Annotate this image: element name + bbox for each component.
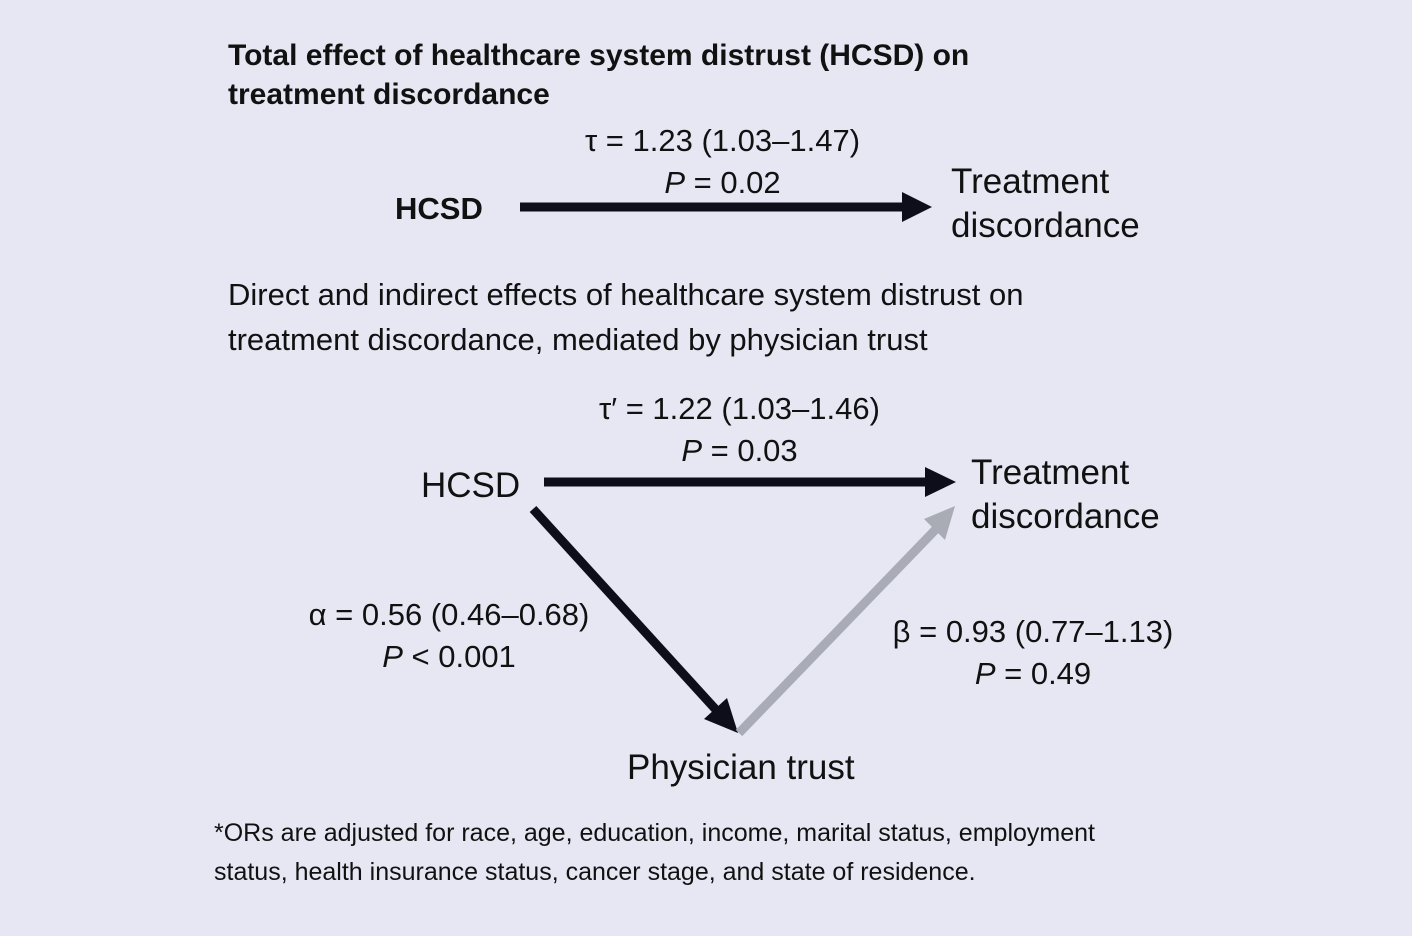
footnote-line2: status, health insurance status, cancer stage, and state of residence. [214,858,976,886]
footnote [214,814,1095,892]
alpha-path-label [285,594,613,678]
mediation-title [228,272,1023,362]
total-effect-title-line1: Total effect of healthcare system distrust (HCSD) on [228,39,970,72]
mediation-title-line1: Direct and indirect effects of healthcare system distrust on [228,277,1024,312]
total-target-node-treatment-discordance: Treatment discordance [951,162,1140,245]
total-effect-coefficient: τ = 1.23 (1.03–1.47) [584,123,861,158]
mediation-source-node-hcsd: HCSD [421,466,521,505]
mediation-title-line2: treatment discordance, mediated by physician trust [228,322,928,357]
direct-effect-arrowhead [925,467,956,497]
alpha-path-coefficient: α = 0.56 (0.46–0.68) [308,597,590,632]
direct-effect-label [572,388,907,472]
mediator-node-physician-trust: Physician trust [627,748,855,787]
total-effect-arrowhead [902,192,932,222]
direct-effect-coefficient: τ′ = 1.22 (1.03–1.46) [599,391,880,426]
beta-path-p-value: P = 0.49 [974,656,1092,691]
alpha-path-p-value: P < 0.001 [382,639,516,674]
beta-path-label [868,611,1198,695]
footnote-line1: *ORs are adjusted for race, age, education, income, marital status, employment [214,819,1095,847]
total-effect-title [228,36,969,114]
total-effect-title-line2: treatment discordance [228,78,550,111]
total-effect-p-value: P = 0.02 [664,165,781,200]
mediation-target-node-treatment-discordance: Treatment discordance [971,453,1160,536]
beta-path-coefficient: β = 0.93 (0.77–1.13) [892,614,1174,649]
direct-effect-p-value: P = 0.03 [681,433,798,468]
total-source-node-hcsd: HCSD [395,191,483,226]
total-effect-label [560,120,885,204]
